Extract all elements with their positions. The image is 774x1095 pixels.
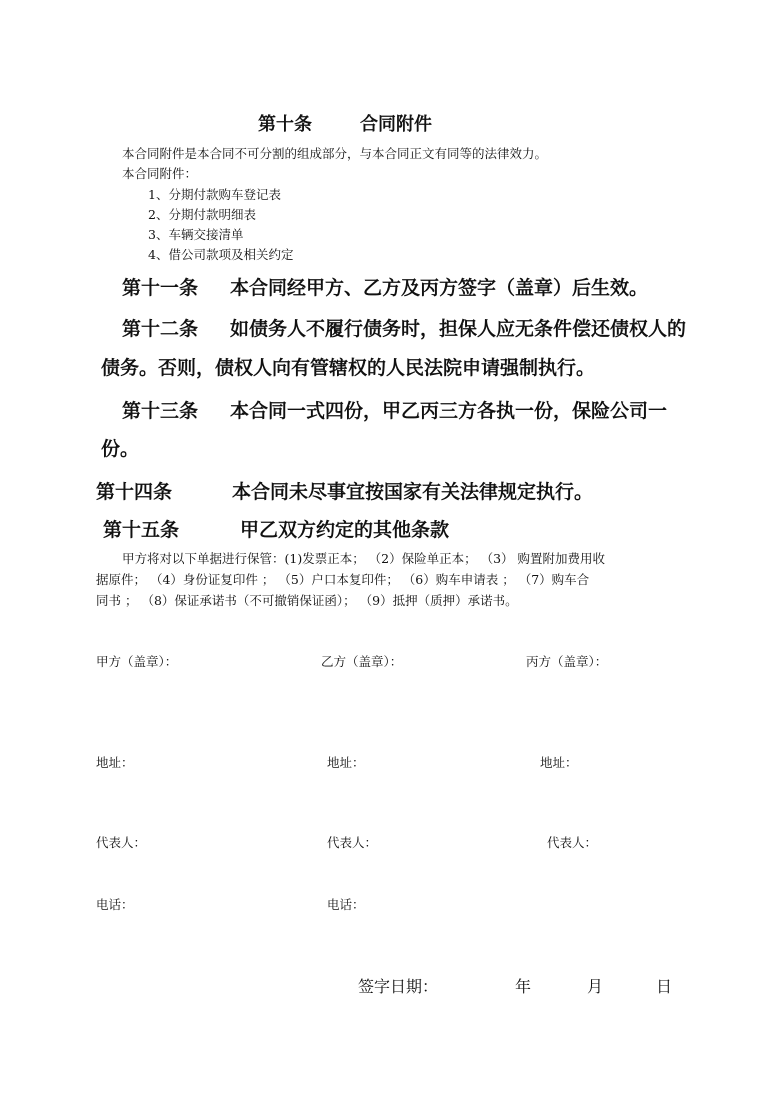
article-10-number: 第十条 [258,114,312,135]
article-15-title: 甲乙双方约定的其他条款 [240,519,450,541]
article-10-line2: 本合同附件： [122,166,198,181]
party-a-seal-label: 甲方（盖章）： [96,654,178,669]
article-14-text: 本合同未尽事宜按国家有关法律规定执行。 [232,481,594,503]
article-15-number: 第十五条 [103,519,180,541]
article-15-line1: 甲方将对以下单据进行保管：(1)发票正本； （2）保险单正本； （3） 购置附加费用收 [122,551,606,566]
article-11-number: 第十一条 [122,277,199,299]
article-12-text-line1: 如债务人不履行债务时，担保人应无条件偿还债权人的 [230,318,687,340]
party-b-phone-label: 电话： [327,897,365,912]
attachment-item-1: 1、分期付款购车登记表 [148,187,281,202]
party-b-address-label: 地址： [327,755,365,770]
article-15-line2: 据原件； （4）身份证复印件 ； （5）户口本复印件； （6）购车申请表 ； （7）购车合 [96,572,590,587]
sign-date-day: 日 [656,977,673,996]
article-14-number: 第十四条 [96,481,173,503]
party-c-seal-label: 丙方（盖章）： [526,654,608,669]
attachment-item-2: 2、分期付款明细表 [148,207,256,222]
sign-date-month: 月 [587,977,604,996]
party-a-representative-label: 代表人： [96,835,147,850]
attachment-item-4: 4、借公司款项及相关约定 [148,247,294,262]
party-c-representative-label: 代表人： [547,835,598,850]
article-10-title: 合同附件 [360,114,432,135]
article-15-line3: 同书 ； （8）保证承诺书（不可撤销保证函）； （9）抵押（质押）承诺书。 [96,593,518,608]
party-c-address-label: 地址： [540,755,578,770]
article-12-text-line2: 债务。否则，债权人向有管辖权的人民法院申请强制执行。 [101,357,596,379]
sign-date-year: 年 [515,977,532,996]
party-b-seal-label: 乙方（盖章）： [321,654,403,669]
article-10-line1: 本合同附件是本合同不可分割的组成部分，与本合同正文有同等的法律效力。 [122,146,548,161]
party-a-address-label: 地址： [96,755,134,770]
article-13-text-line1: 本合同一式四份，甲乙丙三方各执一份，保险公司一 [230,400,668,422]
article-12-number: 第十二条 [122,318,199,340]
sign-date-label: 签字日期： [358,977,439,996]
party-a-phone-label: 电话： [96,897,134,912]
article-13-number: 第十三条 [122,400,199,422]
article-13-text-line2: 份。 [101,438,140,460]
article-11-text: 本合同经甲方、乙方及丙方签字（盖章）后生效。 [230,277,649,299]
party-b-representative-label: 代表人： [327,835,378,850]
attachment-item-3: 3、车辆交接清单 [148,227,244,242]
